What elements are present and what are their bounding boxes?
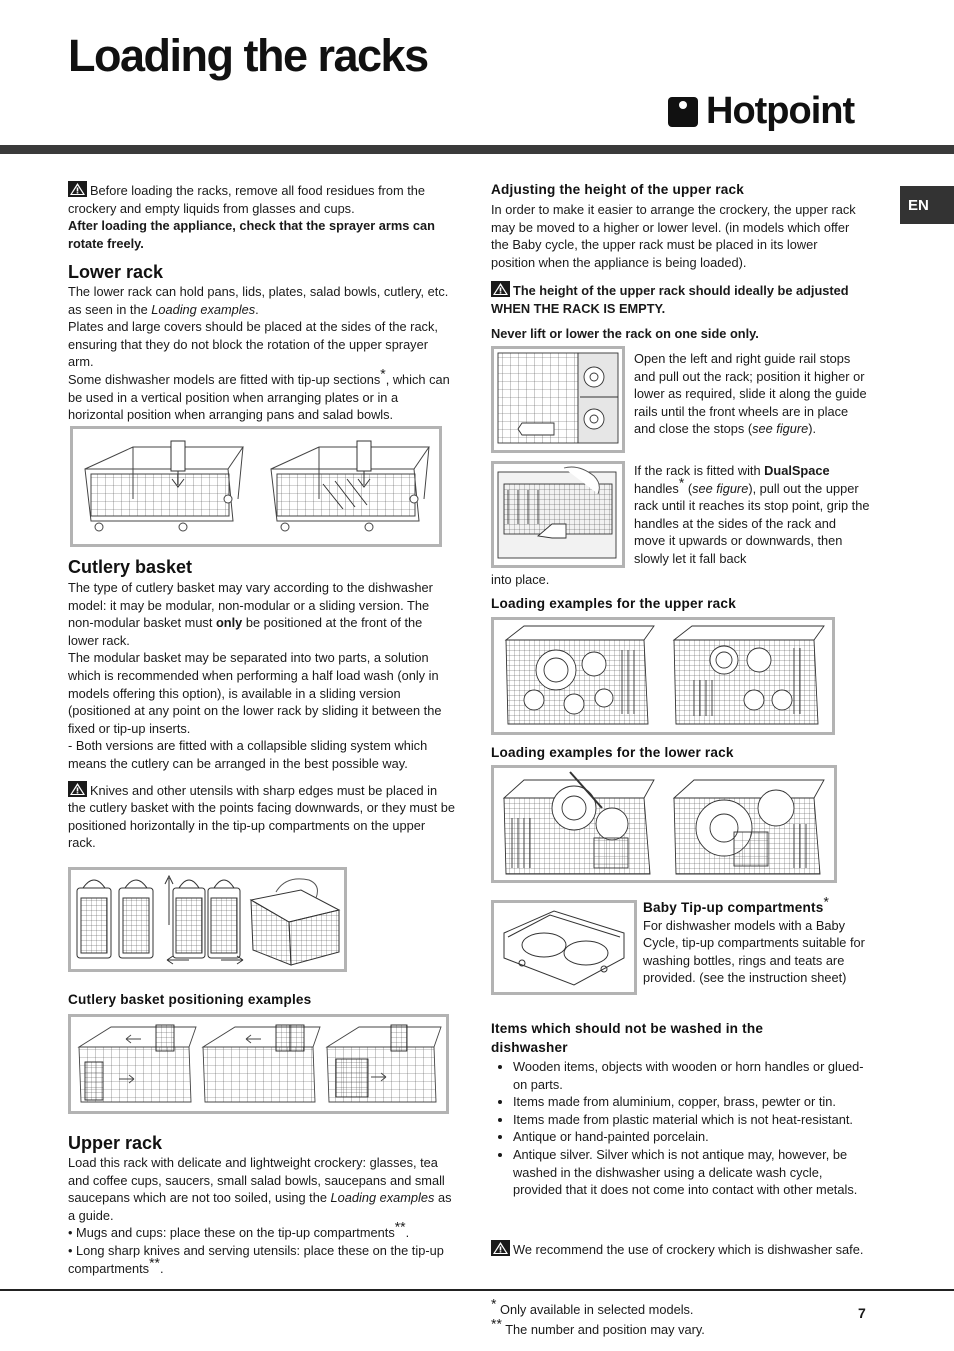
- guide-rail-end: ).: [808, 421, 817, 437]
- page-number: 7: [858, 1305, 866, 1321]
- cutlery-warning-text: Knives and other utensils with sharp edges must be placed in the cutlery basket with the points facing downwards, or they must be positioned horizontally in the tip-up compartments on the upper rack.: [68, 782, 455, 851]
- cutlery-basket-text: [68, 579, 456, 852]
- see-figure-ref: see figure: [692, 480, 749, 496]
- footnote-mark: **: [149, 1254, 160, 1271]
- guide-rail-p: Open the left and right guide rail stops and pull out the rack; position it higher or lower as required, slide it along the guide rails until the front wheels are in place and close the stops (: [634, 351, 867, 437]
- cutlery-basket-heading: Cutlery basket: [68, 557, 193, 577]
- list-item: • Items made from plastic material which is not heat-resistant.: [513, 1111, 865, 1129]
- upper-examples-figure: [491, 617, 835, 735]
- brand-name: Hotpoint: [706, 90, 855, 132]
- footer-rule: [0, 1289, 954, 1291]
- adjust-height-text: [491, 201, 863, 271]
- footnote-mark: *: [823, 893, 829, 910]
- language-tab: EN: [900, 186, 954, 224]
- adjust-p1: In order to make it easier to arrange the crockery, the upper rack may be moved to a higher or lower level. (in models which offer the Baby cycle, the upper rack must be placed in its lower position when the appliance is being loaded).: [491, 202, 856, 270]
- list-item: • Antique silver. Silver which is not antique may, however, be washed in the dishwasher using a delicate wash cycle, provided that it does not come into contact with other metals.: [513, 1146, 865, 1199]
- warning-icon: [68, 181, 87, 197]
- upper-rack-heading: Upper rack: [68, 1133, 163, 1153]
- dualspace-figure: [491, 461, 625, 568]
- upper-rack-p1-cont: as a guide.: [68, 1190, 452, 1223]
- see-figure-ref: see figure: [752, 421, 809, 437]
- baby-compartments-illustration: [494, 903, 634, 992]
- upper-rack-text: [68, 1154, 452, 1277]
- crockery-warning: [491, 1240, 865, 1259]
- footnote-mark: **: [491, 1315, 502, 1332]
- cutlery-basket-figure: [68, 867, 347, 972]
- lower-rack-p1: The lower rack can hold pans, lids, plates, salad bowls, cutlery, etc. as seen in the: [68, 284, 449, 317]
- footnote-mark: *: [678, 474, 685, 491]
- lower-rack-figure: [70, 426, 442, 547]
- cutlery-p2: The modular basket may be separated into two parts, a solution which is recommended when performing a half load wash (only in models offering this option), is available in a sliding version (positioned at any point on the lower rack by sliding it between the fixed or tip-up inserts.: [68, 650, 442, 736]
- adjust-warning: [491, 281, 851, 317]
- dualspace-end: into place.: [491, 572, 550, 587]
- guide-rail-illustration: [494, 349, 622, 450]
- dualspace-label: DualSpace: [764, 463, 830, 478]
- intro-text: Before loading the racks, remove all food residues from the crockery and empty liquids from glasses and cups.: [68, 183, 426, 216]
- warning-icon: [491, 281, 510, 297]
- lower-examples-illustration: [494, 768, 834, 880]
- period: .: [159, 1260, 164, 1276]
- list-item: • Items made from aluminium, copper, brass, pewter or tin.: [513, 1093, 865, 1111]
- items-list-block: [491, 1056, 865, 1199]
- items-list: [491, 1058, 865, 1199]
- upper-rack-bullet-knives: • Long sharp knives and serving utensils: place these on the tip-up compartments: [68, 1242, 444, 1276]
- page-title: Loading the racks: [68, 30, 428, 81]
- intro-block: [68, 181, 454, 252]
- cutlery-positioning-figure: [68, 1014, 449, 1114]
- crockery-warning-text: We recommend the use of crockery which is dishwasher safe.: [513, 1242, 864, 1257]
- footnote-2: The number and position may vary.: [501, 1322, 705, 1337]
- adjust-warning-text: The height of the upper rack should ideally be adjusted WHEN THE RACK IS EMPTY.: [491, 283, 849, 316]
- list-item: • Wooden items, objects with wooden or horn handles or glued-on parts.: [513, 1058, 865, 1093]
- intro-bold-text: After loading the appliance, check that the sprayer arms can rotate freely.: [68, 218, 435, 251]
- lower-examples-heading: Loading examples for the lower rack: [491, 745, 734, 760]
- dualspace-illustration: [494, 464, 622, 565]
- baby-compartments-figure: [491, 900, 637, 995]
- guide-rail-figure: [491, 346, 625, 453]
- loading-examples-ref: Loading examples: [151, 301, 256, 317]
- baby-text-block: [643, 893, 868, 987]
- dualspace-handles: handles: [634, 480, 679, 496]
- dualspace-p: If the rack is fitted with: [634, 463, 765, 478]
- footnote-mark: **: [394, 1219, 406, 1236]
- cutlery-p1: The type of cutlery basket may vary according to the dishwasher model: it may be modular, non-modular or a sliding version. The non-modular basket must: [68, 580, 433, 631]
- lower-rack-p3: Some dishwasher models are fitted with tip-up sections: [68, 371, 381, 387]
- upper-rack-bullet-mugs: • Mugs and cups: place these on the tip-up compartments: [68, 1225, 395, 1241]
- cutlery-only: only: [215, 615, 243, 631]
- footnote-1: Only available in selected models.: [496, 1302, 694, 1317]
- lower-rack-p2: Plates and large covers should be placed at the sides of the rack, ensuring that they do not block the rotation of the upper sprayer arm.: [68, 319, 438, 370]
- hotpoint-logo-icon: [668, 97, 698, 127]
- cutlery-positioning-illustration: [71, 1017, 446, 1111]
- lower-rack-illustration: [73, 429, 439, 544]
- cutlery-p3: - Both versions are fitted with a collapsible sliding system which means the cutlery can be arranged in the best possible way.: [68, 738, 428, 771]
- footnote-mark: *: [380, 365, 386, 382]
- guide-rail-text: [634, 350, 870, 438]
- upper-examples-heading: Loading examples for the upper rack: [491, 596, 736, 611]
- brand-logo: [668, 90, 854, 133]
- warning-icon: [68, 781, 87, 797]
- paren: (: [684, 480, 693, 496]
- dualspace-p-cont: ), pull out the upper rack until it reaches its stop point, grip the handles at the sides of the rack and move it upwards or downwards, then slowly let it fall back: [634, 480, 870, 566]
- period: .: [255, 301, 259, 317]
- cutlery-positioning-heading: Cutlery basket positioning examples: [68, 992, 312, 1007]
- lower-rack-heading: Lower rack: [68, 262, 164, 282]
- adjust-height-heading: Adjusting the height of the upper rack: [491, 182, 745, 197]
- lower-rack-p3-cont: , which can be used in a vertical position when arranging plates or in a horizontal position when arranging pans and salad bowls.: [68, 371, 450, 423]
- adjust-never: Never lift or lower the rack on one side only.: [491, 326, 759, 341]
- footnotes: [491, 1295, 705, 1340]
- baby-heading: Baby Tip-up compartments: [643, 900, 824, 915]
- baby-text: For dishwasher models with a Baby Cycle, tip-up compartments suitable for washing bottles, rings and teats are provided. (see the instruction sheet): [643, 917, 865, 986]
- items-heading: Items which should not be washed in the dishwasher: [491, 1021, 764, 1055]
- upper-examples-illustration: [494, 620, 832, 732]
- lower-rack-text: [68, 283, 454, 424]
- warning-icon: [491, 1240, 510, 1256]
- cutlery-p1-cont: be positioned at the front of the lower rack.: [68, 615, 423, 648]
- upper-rack-p1: Load this rack with delicate and lightweight crockery: glasses, tea and coffee cups, saucers, small salad bowls, saucepans and small saucepans which are not too soiled, using the: [68, 1155, 445, 1206]
- dualspace-text: [634, 462, 870, 568]
- cutlery-basket-illustration: [71, 870, 344, 969]
- header-bar: [0, 145, 954, 154]
- list-item: • Antique or hand-painted porcelain.: [513, 1128, 865, 1146]
- loading-examples-ref: Loading examples: [330, 1190, 435, 1206]
- footnote-mark: *: [491, 1295, 497, 1312]
- lower-examples-figure: [491, 765, 837, 883]
- period: .: [405, 1225, 410, 1241]
